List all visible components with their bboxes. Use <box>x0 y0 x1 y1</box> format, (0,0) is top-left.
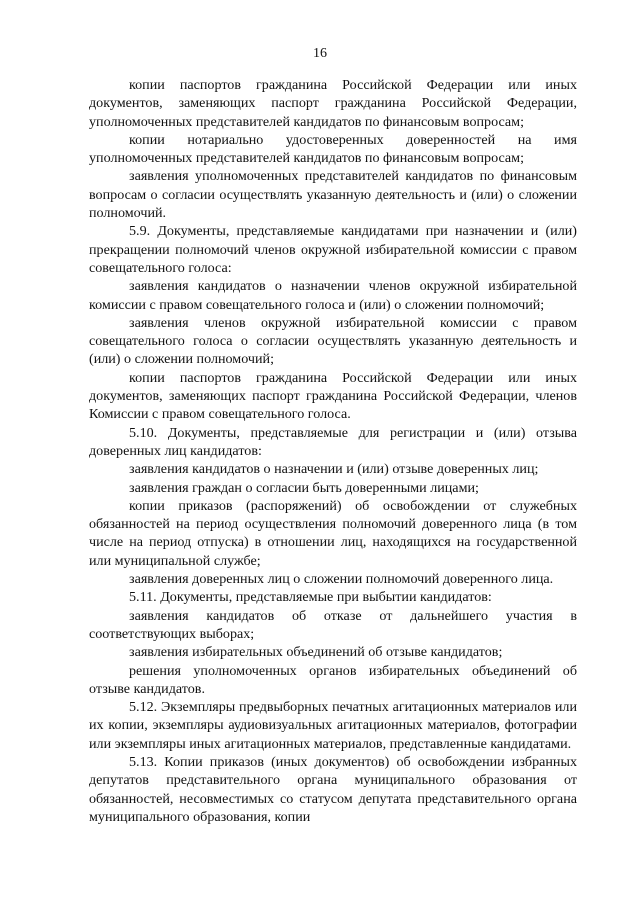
paragraph: заявления кандидатов о назначении и (или) отзыве доверенных лиц; <box>129 461 539 478</box>
paragraph: копии приказов (распоряжений) об освобождении от служебных обязанностей на период осуществления полномочий доверенного лица (в том числе на период отпуска) в отношении лиц, находящихся на государственной или муниципальной службе; <box>89 497 577 569</box>
paragraph: копии нотариально удостоверенных доверенностей на имя уполномоченных представителей кандидатов по финансовым вопросам; <box>89 131 577 167</box>
section-paragraph-5-13: 5.13. Копии приказов (иных документов) об освобождении избранных депутатов представительного органа муниципального образования от обязанностей, несовместимых со статусом депутата представительного органа муниципального образования, копии <box>89 753 577 825</box>
paragraph: заявления доверенных лиц о сложении полномочий доверенного лица. <box>129 571 554 588</box>
paragraph: заявления кандидатов об отказе от дальнейшего участия в соответствующих выборах; <box>89 607 577 642</box>
document-body <box>89 76 577 826</box>
paragraph: заявления избирательных объединений об отзыве кандидатов; <box>129 644 503 661</box>
paragraph: заявления уполномоченных представителей кандидатов по финансовым вопросам о согласии осуществлять указанную деятельность и (или) о сложении полномочий. <box>89 168 577 222</box>
page-number: 16 <box>313 46 327 61</box>
section-paragraph-5-9: 5.9. Документы, представляемые кандидатами при назначении и (или) прекращении полномочий членов окружной избирательной комиссии с правом совещательного голоса: <box>89 223 577 276</box>
section-paragraph-5-10: 5.10. Документы, представляемые для регистрации и (или) отзыва доверенных лиц кандидатов: <box>89 424 577 459</box>
paragraph: заявления членов окружной избирательной комиссии с правом совещательного голоса о согласии осуществлять указанную деятельность и (или) о сложении полномочий; <box>89 314 577 368</box>
paragraph: решения уполномоченных органов избирательных объединений об отзыве кандидатов. <box>89 662 577 697</box>
section-paragraph-5-12: 5.12. Экземпляры предвыборных печатных агитационных материалов или их копии, экземпляры аудиовизуальных агитационных материалов, фотографии или экземпляры иных агитационных материалов, представленные кандидатами. <box>89 699 577 752</box>
paragraph: заявления кандидатов о назначении членов окружной избирательной комиссии с правом совещательного голоса и (или) о сложении полномочий; <box>89 278 577 313</box>
paragraph: заявления граждан о согласии быть доверенными лицами; <box>129 479 479 496</box>
section-paragraph-5-11: 5.11. Документы, представляемые при выбытии кандидатов: <box>129 589 492 606</box>
paragraph: копии паспортов гражданина Российской Федерации или иных документов, заменяющих паспорт гражданина Российской Федерации, уполномоченных представителей кандидатов по финансовым вопросам; <box>89 77 577 130</box>
paragraph: копии паспортов гражданина Российской Федерации или иных документов, заменяющих паспорт гражданина Российской Федерации, членов Комиссии с правом совещательного голоса. <box>89 369 577 423</box>
